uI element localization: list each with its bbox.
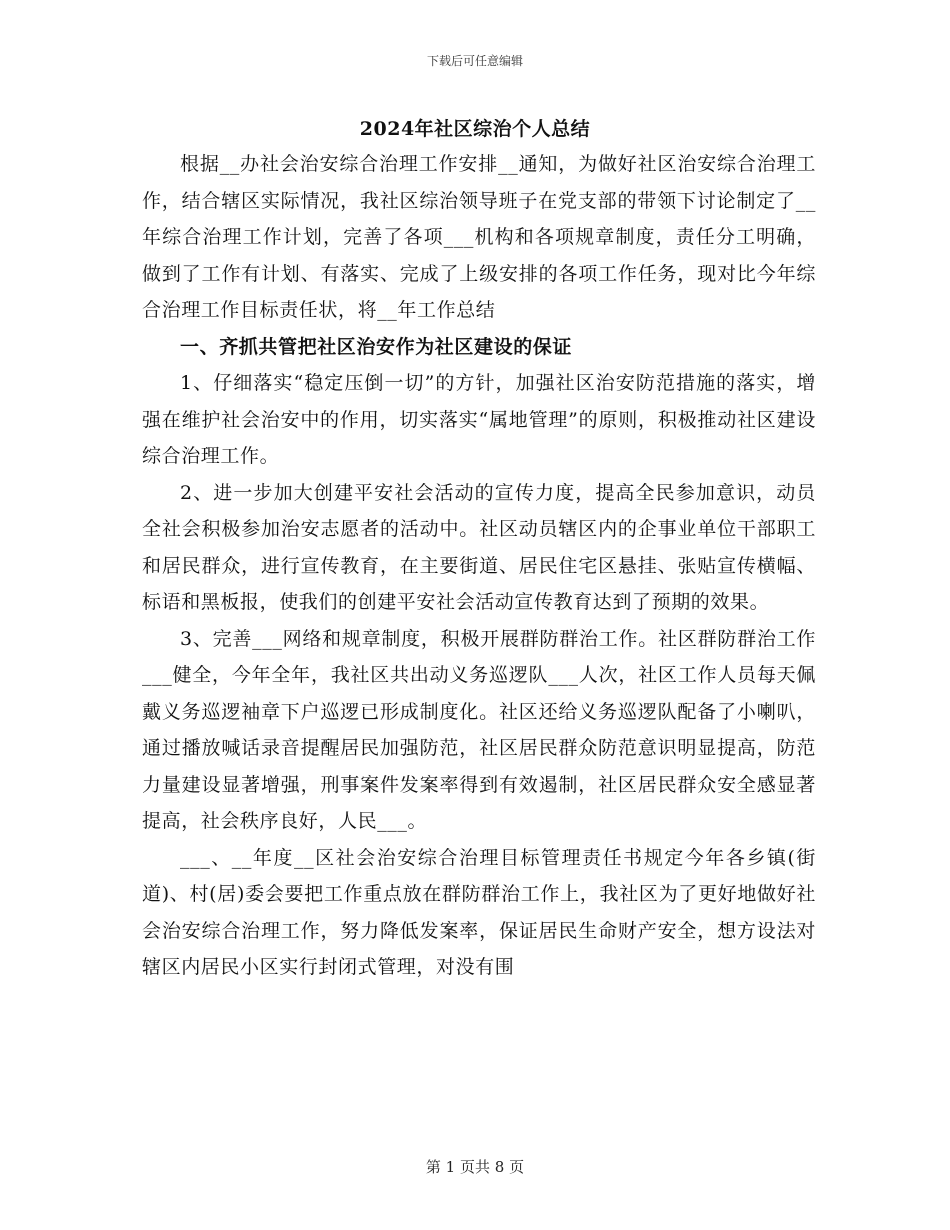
page-footer-number: 第 1 页共 8 页 xyxy=(425,1158,525,1176)
paragraph-section-2: ___、__年度__区社会治安综合治理目标管理责任书规定今年各乡镇(街道)、村(居)委会要把工作重点放在群防群治工作上，我社区为了更好地做好社会治安综合治理工作，努力降低发案率，保证居民生命财产安全，想方设法对辖区内居民小区实行封闭式管理，对没有围 xyxy=(142,846,816,978)
document-title: 2024年社区综治个人总结 xyxy=(359,118,591,140)
paragraph-intro: 根据__办社会治安综合治理工作安排__通知，为做好社区治安综合治理工作，结合辖区实际情况，我社区综治领导班子在党支部的带领下讨论制定了__年综合治理工作计划，完善了各项___机构和各项规章制度，责任分工明确，做到了工作有计划、有落实、完成了上级安排的各项工作任务，现对比今年综合治理工作目标责任状，将__年工作总结 xyxy=(142,153,816,321)
page-header-note: 下载后可任意编辑 xyxy=(426,54,523,68)
paragraph-item-3: 3、完善___网络和规章制度，积极开展群防群治工作。社区群防群治工作___健全，今年全年，我社区共出动义务巡逻队___人次，社区工作人员每天佩戴义务巡逻袖章下户巡逻已形成制度化。社区还给义务巡逻队配备了小喇叭，通过播放喊话录音提醒居民加强防范，社区居民群众防范意识明显提高，防范力量建设显著增强，刑事案件发案率得到有效遏制，社区居民群众安全感显著提高，社会秩序良好，人民___。 xyxy=(142,627,816,832)
document-body xyxy=(142,146,816,986)
paragraph-item-2: 2、进一步加大创建平安社会活动的宣传力度，提高全民参加意识，动员全社会积极参加治安志愿者的活动中。社区动员辖区内的企事业单位干部职工和居民群众，进行宣传教育，在主要街道、居民住宅区悬挂、张贴宣传横幅、标语和黑板报，使我们的创建平安社会活动宣传教育达到了预期的效果。 xyxy=(142,481,816,613)
paragraph-item-1: 1、仔细落实“稳定压倒一切”的方针，加强社区治安防范措施的落实，增强在维护社会治安中的作用，切实落实“属地管理”的原则，积极推动社区建设综合治理工作。 xyxy=(142,372,816,467)
section-heading-1: 一、齐抓共管把社区治安作为社区建设的保证 xyxy=(180,335,573,358)
